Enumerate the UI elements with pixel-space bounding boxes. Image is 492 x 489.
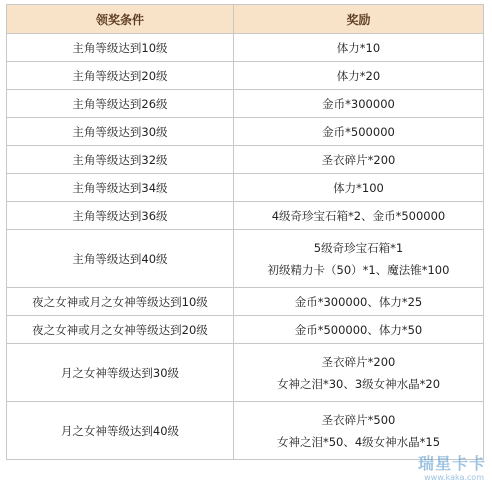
reward-cell	[234, 344, 484, 402]
reward-line: 体力*100	[333, 180, 384, 195]
condition-cell: 主角等级达到10级	[7, 34, 234, 62]
reward-line: 体力*10	[336, 40, 381, 55]
reward-cell	[234, 202, 484, 230]
table-row	[7, 90, 484, 118]
table-header-row	[7, 5, 484, 34]
table-row	[7, 174, 484, 202]
condition-cell: 主角等级达到30级	[7, 118, 234, 146]
header-reward: 奖励	[234, 5, 484, 34]
condition-cell: 夜之女神或月之女神等级达到10级	[7, 288, 234, 316]
condition-cell: 主角等级达到34级	[7, 174, 234, 202]
header-condition: 领奖条件	[7, 5, 234, 34]
reward-line: 体力*20	[336, 68, 381, 83]
reward-cell	[234, 34, 484, 62]
table-row	[7, 402, 484, 460]
reward-cell	[234, 90, 484, 118]
reward-line: 圣衣碎片*500	[321, 412, 396, 427]
reward-cell	[234, 174, 484, 202]
reward-line: 金币*500000	[322, 124, 395, 139]
condition-cell: 主角等级达到20级	[7, 62, 234, 90]
table-row	[7, 34, 484, 62]
condition-cell: 夜之女神或月之女神等级达到20级	[7, 316, 234, 344]
reward-cell	[234, 146, 484, 174]
table-row	[7, 202, 484, 230]
reward-cell	[234, 402, 484, 460]
reward-line: 圣衣碎片*200	[321, 354, 396, 369]
condition-cell: 主角等级达到36级	[7, 202, 234, 230]
condition-cell: 主角等级达到40级	[7, 230, 234, 288]
watermark-sub: www.kaka.com	[424, 473, 484, 482]
condition-cell: 主角等级达到32级	[7, 146, 234, 174]
reward-line: 金币*300000、体力*25	[294, 294, 423, 309]
table-row	[7, 230, 484, 288]
reward-line: 金币*300000	[322, 96, 395, 111]
reward-line: 女神之泪*50、4级女神水晶*15	[276, 434, 441, 449]
reward-line: 圣衣碎片*200	[321, 152, 396, 167]
reward-line: 5级奇珍宝石箱*1	[313, 240, 404, 255]
table-row	[7, 344, 484, 402]
table-row	[7, 316, 484, 344]
table-row	[7, 62, 484, 90]
reward-cell	[234, 316, 484, 344]
reward-line: 初级精力卡（50）*1、魔法锥*100	[267, 262, 450, 277]
table-row	[7, 146, 484, 174]
condition-cell: 月之女神等级达到30级	[7, 344, 234, 402]
condition-cell: 主角等级达到26级	[7, 90, 234, 118]
table-row	[7, 118, 484, 146]
reward-line: 女神之泪*30、3级女神水晶*20	[276, 376, 441, 391]
reward-line: 4级奇珍宝石箱*2、金币*500000	[271, 208, 446, 223]
condition-cell: 月之女神等级达到40级	[7, 402, 234, 460]
table-row	[7, 288, 484, 316]
reward-cell	[234, 230, 484, 288]
reward-cell	[234, 62, 484, 90]
reward-cell	[234, 288, 484, 316]
reward-table	[6, 4, 484, 460]
reward-line: 金币*500000、体力*50	[294, 322, 423, 337]
watermark-text: 瑞星卡卡	[417, 454, 486, 473]
table-body	[7, 34, 484, 460]
reward-cell	[234, 118, 484, 146]
